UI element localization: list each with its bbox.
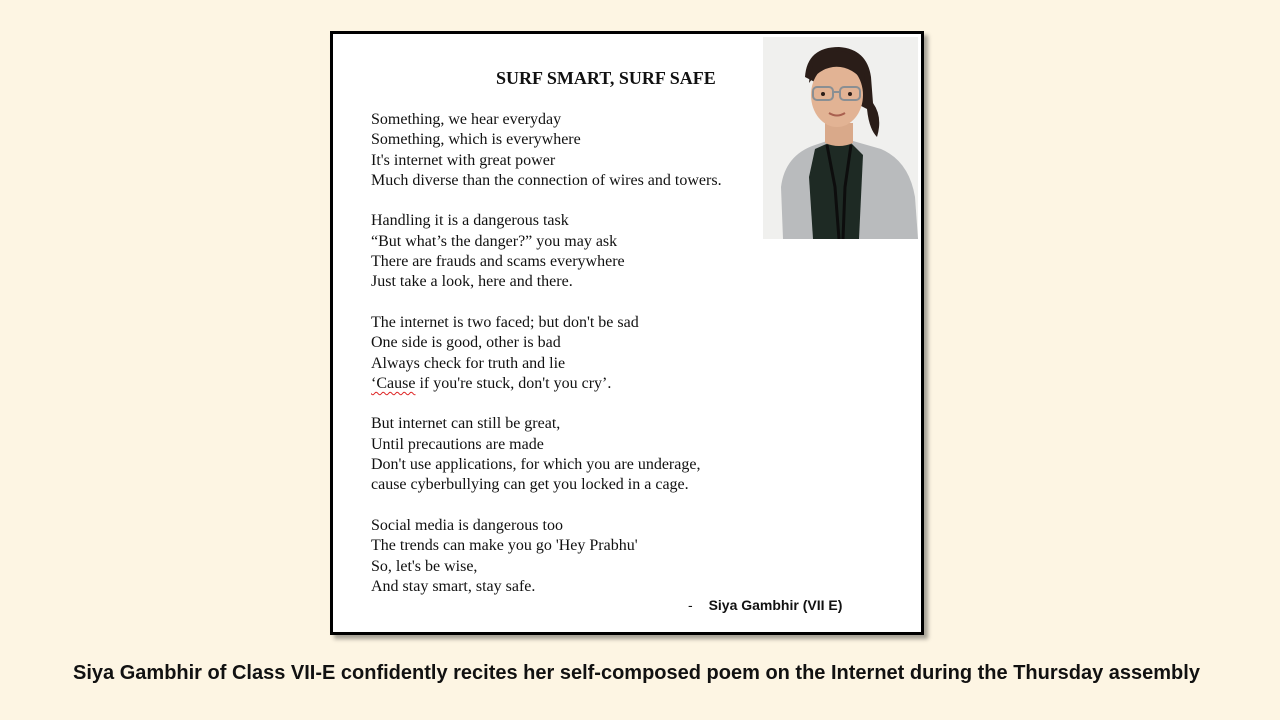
poem-line-squiggle (371, 374, 722, 394)
poem-line: Social media is dangerous too (371, 516, 563, 534)
stanza-2 (371, 211, 722, 292)
poem-line-rest: if you're stuck, don't you cry’. (419, 374, 612, 392)
poem-line: The internet is two faced; but don't be sad (371, 313, 639, 331)
stanza-4 (371, 414, 722, 495)
poem-line: And stay smart, stay safe. (371, 577, 536, 595)
poem-card (330, 31, 924, 635)
poem-line: It's internet with great power (371, 151, 556, 169)
student-photo (763, 37, 918, 239)
stanza-1 (371, 110, 722, 191)
stanza-3 (371, 313, 722, 394)
author-dash: - (688, 597, 693, 613)
poem-line: But internet can still be great, (371, 415, 561, 433)
poem-line: Just take a look, here and there. (371, 273, 573, 291)
portrait-image (763, 37, 918, 239)
poem-body (371, 110, 722, 617)
spellcheck-word: ‘Cause (371, 374, 416, 392)
poem-line: Until precautions are made (371, 435, 544, 453)
poem-line: Much diverse than the connection of wires and towers. (371, 171, 722, 189)
poem-line: The trends can make you go 'Hey Prabhu' (371, 537, 638, 555)
poem-line: Always check for truth and lie (371, 354, 566, 372)
author-name: Siya Gambhir (VII E) (708, 597, 843, 613)
stanza-5 (371, 516, 722, 597)
poem-line: cause cyberbullying can get you locked in a cage. (371, 476, 689, 494)
poem-line: One side is good, other is bad (371, 334, 561, 352)
poem-line: Don't use applications, for which you are underage, (371, 456, 701, 474)
slide-caption: Siya Gambhir of Class VII-E confidently recites her self-composed poem on the Internet during the Thursday assembly (73, 662, 1200, 684)
poem-title: SURF SMART, SURF SAFE (496, 68, 716, 88)
poem-line: So, let's be wise, (371, 557, 478, 575)
poem-line: Something, which is everywhere (371, 131, 581, 149)
poem-line: Something, we hear everyday (371, 111, 562, 128)
poem-line: Handling it is a dangerous task (371, 212, 569, 230)
poem-line: There are frauds and scams everywhere (371, 253, 625, 271)
poem-author (688, 597, 842, 613)
poem-line: “But what’s the danger?” you may ask (371, 232, 618, 250)
